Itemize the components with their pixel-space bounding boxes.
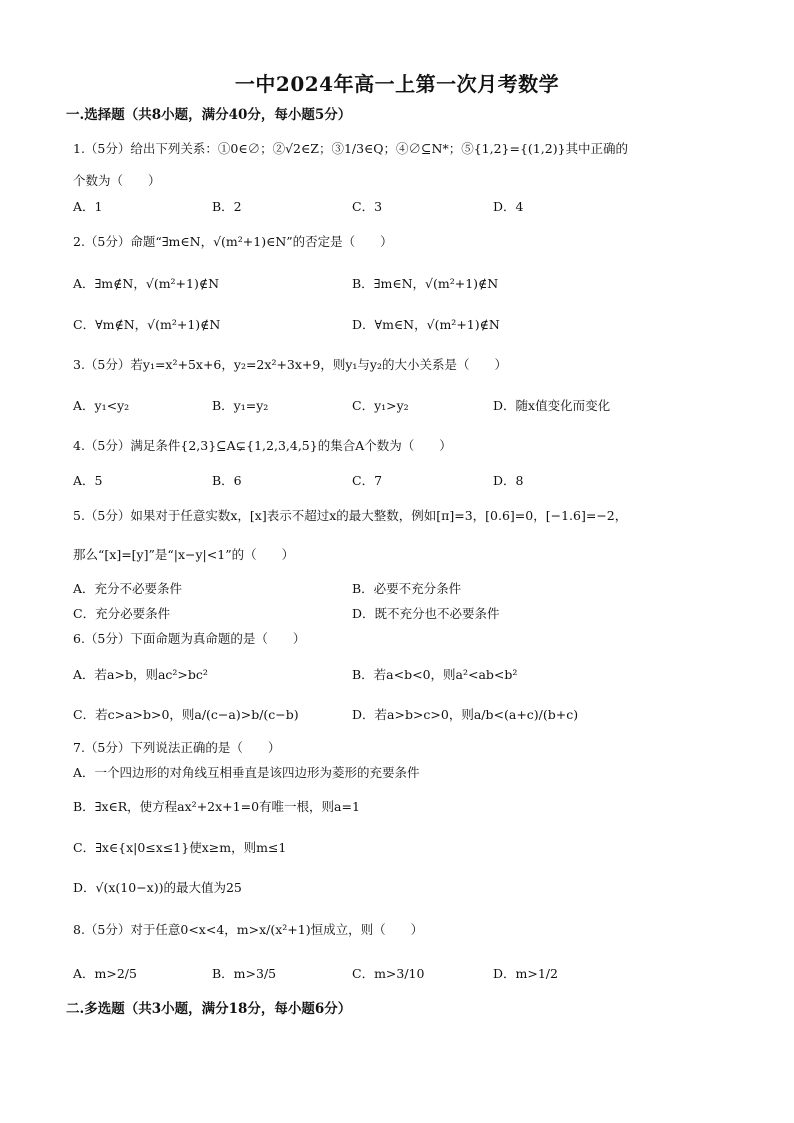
question-3-stem: 3.（5分）若y₁=x²+5x+6，y₂=2x²+3x+9，则y₁与y₂的大小关系是（ ） — [73, 357, 507, 372]
question-6-option-b: B．若a<b<0，则a²<ab<b² — [352, 667, 518, 682]
question-2-option-d: D．∀m∈N，√(m²+1)∉N — [352, 317, 500, 332]
question-5-option-c: C．充分必要条件 — [73, 606, 171, 621]
section-heading-multi: 二.多选题（共3小题，满分18分，每小题6分） — [66, 1001, 352, 1017]
question-7-option-d: D．√(x(10−x))的最大值为25 — [73, 880, 242, 895]
question-4-option-a: A．5 — [73, 473, 103, 488]
question-2-stem: 2.（5分）命题“∃m∈N，√(m²+1)∈N”的否定是（ ） — [73, 234, 393, 249]
question-5-option-b: B．必要不充分条件 — [352, 581, 462, 596]
question-8-stem: 8.（5分）对于任意0<x<4，m>x/(x²+1)恒成立，则（ ） — [73, 922, 424, 937]
question-4-option-b: B．6 — [212, 473, 242, 488]
question-5-stem: 5.（5分）如果对于任意实数x，[x]表示不超过x的最大整数，例如[π]=3，[0.6]=0，[−1.6]=−2， — [73, 508, 628, 523]
question-4-stem: 4.（5分）满足条件{2,3}⊆A⊊{1,2,3,4,5}的集合A个数为（ ） — [73, 438, 452, 453]
question-2-option-a: A．∃m∉N，√(m²+1)∉N — [73, 276, 220, 291]
question-1-option-b: B．2 — [212, 199, 242, 214]
question-3-option-a: A．y₁<y₂ — [73, 398, 130, 413]
question-3-option-b: B．y₁=y₂ — [212, 398, 269, 413]
question-5-stem-cont: 那么“[x]=[y]”是“|x−y|<1”的（ ） — [73, 547, 295, 562]
question-2-option-b: B．∃m∈N，√(m²+1)∉N — [352, 276, 499, 291]
question-8-option-d: D．m>1/2 — [493, 966, 558, 981]
question-7-option-a: A．一个四边形的对角线互相垂直是该四边形为菱形的充要条件 — [73, 765, 420, 780]
question-6-option-a: A．若a>b，则ac²>bc² — [73, 667, 208, 682]
section-heading-choice: 一.选择题（共8小题，满分40分，每小题5分） — [66, 107, 352, 123]
question-6-stem: 6.（5分）下面命题为真命题的是（ ） — [73, 631, 306, 646]
question-6-option-d: D．若a>b>c>0，则a/b<(a+c)/(b+c) — [352, 707, 579, 722]
question-8-option-c: C．m>3/10 — [352, 966, 425, 981]
question-1-stem: 1.（5分）给出下列关系：①0∈∅；②√2∈Z；③1/3∈Q；④∅⊆N*；⑤{1,2}={(1,2)}其中正确的 — [73, 141, 629, 156]
exam-title: 一中2024年高一上第一次月考数学 — [234, 72, 560, 96]
question-8-option-b: B．m>3/5 — [212, 966, 277, 981]
question-6-option-c: C．若c>a>b>0，则a/(c−a)>b/(c−b) — [73, 707, 299, 722]
question-8-option-a: A．m>2/5 — [73, 966, 137, 981]
question-4-option-c: C．7 — [352, 473, 383, 488]
question-4-option-d: D．8 — [493, 473, 524, 488]
question-2-option-c: C．∀m∉N，√(m²+1)∉N — [73, 317, 221, 332]
question-7-option-c: C．∃x∈{x|0≤x≤1}使x≥m，则m≤1 — [73, 840, 287, 855]
question-1-option-c: C．3 — [352, 199, 383, 214]
question-3-option-d: D．随x值变化而变化 — [493, 398, 611, 413]
question-7-stem: 7.（5分）下列说法正确的是（ ） — [73, 740, 281, 755]
question-3-option-c: C．y₁>y₂ — [352, 398, 409, 413]
question-1-stem-cont: 个数为（ ） — [73, 173, 161, 188]
question-5-option-d: D．既不充分也不必要条件 — [352, 606, 500, 621]
question-7-option-b: B．∃x∈R，使方程ax²+2x+1=0有唯一根，则a=1 — [73, 799, 360, 814]
question-1-option-d: D．4 — [493, 199, 524, 214]
question-5-option-a: A．充分不必要条件 — [73, 581, 183, 596]
question-1-option-a: A．1 — [73, 199, 103, 214]
